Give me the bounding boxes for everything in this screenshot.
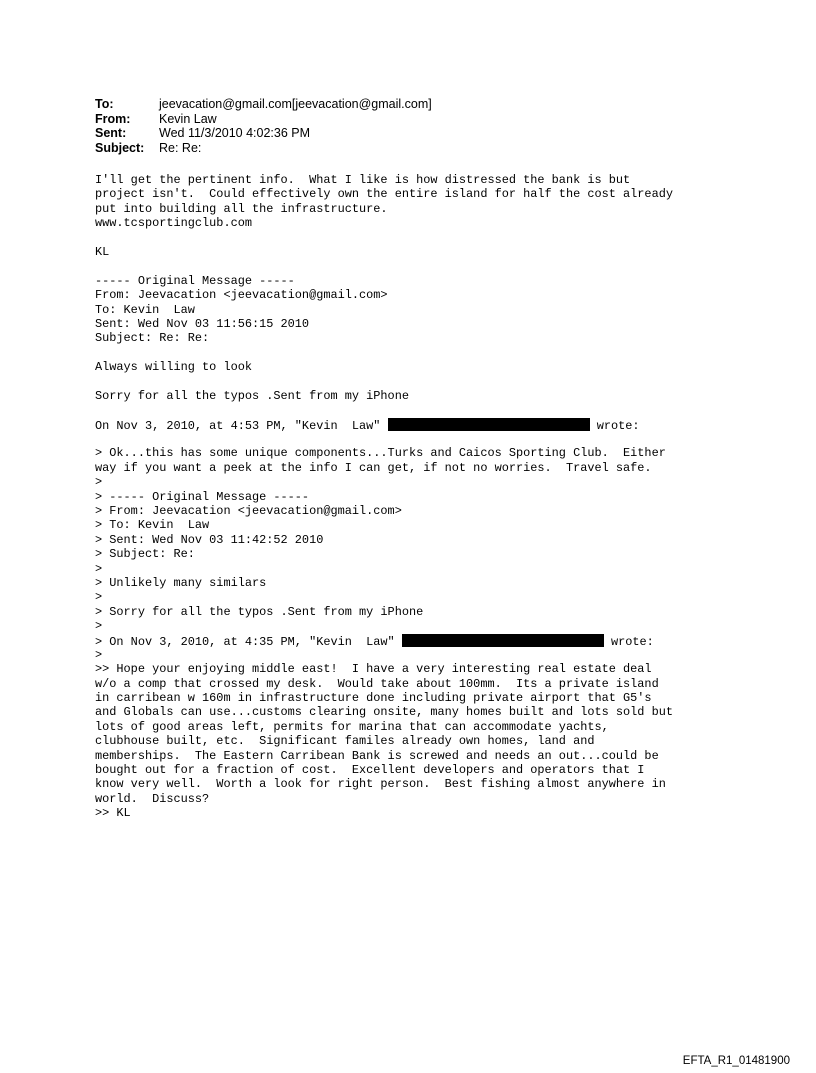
quoted-line: > Sorry for all the typos .Sent from my iPhone [95,604,424,619]
body-line: put into building all the infrastructure. [95,201,388,216]
quoted-line: >> KL [95,806,131,821]
signature-line: KL [95,244,110,259]
blank-line [95,432,785,446]
quoted-line: > [95,561,103,576]
blank-line [95,231,785,245]
subject-row [95,141,432,156]
to-row [95,97,432,112]
website-line: www.tcsportingclub.com [95,216,252,231]
sent-label: Sent: [95,126,127,140]
quoted-attribution [95,634,785,648]
quoted-line: w/o a comp that crossed my desk. Would take about 100mm. Its a private island [95,676,659,691]
quoted-line: >> Hope your enjoying middle east! I have a very interesting real estate deal [95,662,652,677]
quoted-line: way if you want a peek at the info I can get, if not no worries. Travel safe. [95,460,652,475]
quoted-line: know very well. Worth a look for right person. Best fishing almost anywhere in [95,777,666,792]
quoted-line: > ----- Original Message ----- [95,489,310,504]
original-message-divider: ----- Original Message ----- [95,273,295,288]
from-value: Kevin Law [159,111,217,126]
blank-line [95,403,785,417]
quoted-from: From: Jeevacation <jeevacation@gmail.com> [95,288,388,303]
blank-line [95,374,785,388]
document-id-footer: EFTA_R1_01481900 [682,1055,790,1067]
iphone-signature: Sorry for all the typos .Sent from my iPhone [95,388,409,403]
quoted-line: bought out for a fraction of cost. Excellent developers and operators that I [95,763,645,778]
quoted-to: To: Kevin Law [95,302,195,317]
body-line: Always willing to look [95,360,252,375]
email-body [95,173,785,821]
body-line: project isn't. Could effectively own the entire island for half the cost already [95,187,673,202]
quoted-line: clubhouse built, etc. Significant familes already own homes, land and [95,734,595,749]
quoted-line: > [95,475,103,490]
reply-attribution [95,418,785,432]
quoted-line: > From: Jeevacation <jeevacation@gmail.com> [95,503,402,518]
quoted-subject: Subject: Re: Re: [95,331,210,346]
from-label: From: [95,111,131,126]
quoted-line: > [95,590,103,605]
quoted-line: > Subject: Re: [95,547,195,562]
sent-value: Wed 11/3/2010 4:02:36 PM [159,126,311,140]
subject-value: Re: Re: [159,140,202,155]
email-header [95,97,432,155]
body-line: I'll get the pertinent info. What I like is how distressed the bank is but [95,173,631,187]
blank-line [95,346,785,360]
quoted-line: > Ok...this has some unique components...Turks and Caicos Sporting Club. Either [95,446,666,461]
to-value: jeevacation@gmail.com[jeevacation@gmail.com] [159,97,432,111]
sent-row [95,126,432,141]
subject-label: Subject: [95,140,145,155]
quoted-line: memberships. The Eastern Carribean Bank is screwed and needs an out...could be [95,748,659,763]
attribution-text: On Nov 3, 2010, at 4:53 PM, "Kevin Law" [95,418,388,433]
blank-line [95,259,785,273]
redaction-box [402,634,604,647]
to-label: To: [95,97,114,111]
quoted-line: in carribean w 160m in infrastructure done including private airport that G5's [95,691,652,706]
attribution-wrote: wrote: [603,634,654,649]
quoted-line: > To: Kevin Law [95,518,210,533]
attribution-text: > On Nov 3, 2010, at 4:35 PM, "Kevin Law" [95,634,402,649]
quoted-line: > [95,619,103,634]
quoted-line: and Globals can use...customs clearing onsite, many homes built and lots sold but [95,705,673,720]
redaction-box [388,418,590,431]
quoted-line: > Unlikely many similars [95,575,267,590]
quoted-line: > [95,647,103,662]
quoted-line: world. Discuss? [95,791,210,806]
quoted-line: > Sent: Wed Nov 03 11:42:52 2010 [95,532,324,547]
from-row [95,112,432,127]
quoted-line: lots of good areas left, permits for marina that can accommodate yachts, [95,719,609,734]
quoted-sent: Sent: Wed Nov 03 11:56:15 2010 [95,316,310,331]
attribution-wrote: wrote: [589,418,640,433]
